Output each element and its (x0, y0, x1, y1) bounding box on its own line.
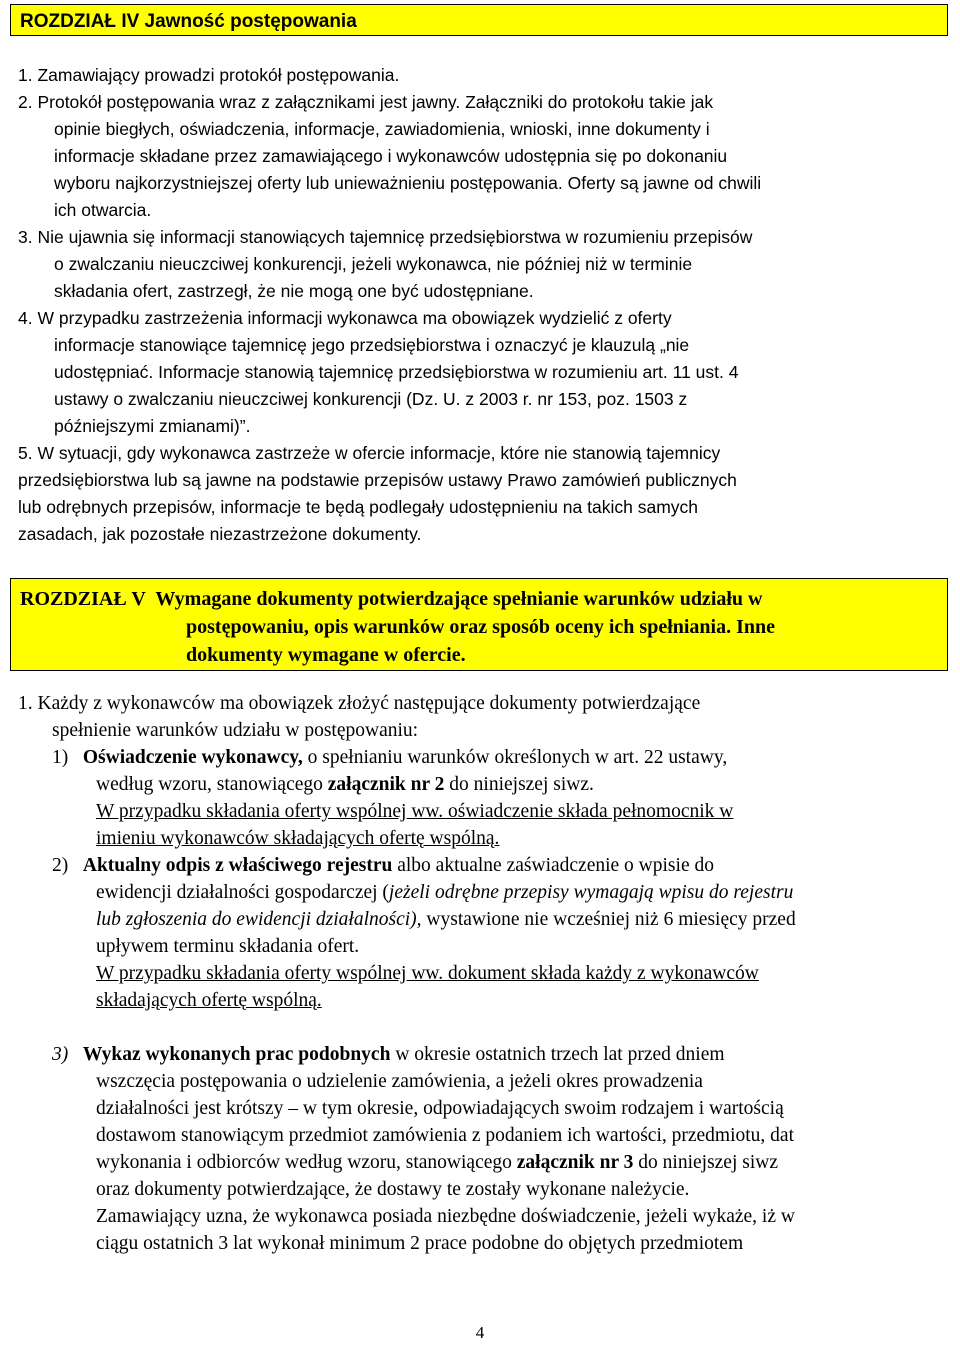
list-item-3 (18, 1041, 942, 1068)
text-line: przedsiębiorstwa lub są jawne na podstawie przepisów ustawy Prawo zamówień publicznych (18, 470, 737, 490)
text-run: wykonania i odbiorców według wzoru, stanowiącego (96, 1152, 517, 1173)
text-line: działalności jest krótszy – w tym okresie, odpowiadających swoim rodzajem i wartością (96, 1098, 784, 1119)
underlined-text: składających ofertę wspólną. (96, 990, 322, 1011)
text-line: opinie biegłych, oświadczenia, informacje, zawiadomienia, wnioski, inne dokumenty i (54, 119, 710, 139)
text-line-content: 2. Protokół postępowania wraz z załącznikami jest jawny. Załączniki do protokołu takie jak (18, 92, 714, 112)
chapter-5-title-prefix: ROZDZIAŁ V (20, 588, 146, 610)
text-run: do niniejszej siwz (633, 1152, 778, 1173)
text-line (18, 89, 942, 116)
text-line: 1. Każdy z wykonawców ma obowiązek złożyć następujące dokumenty potwierdzające (18, 693, 701, 714)
text-line: późniejszymi zmianami)”. (54, 416, 251, 436)
attachment-ref: załącznik nr 3 (516, 1152, 634, 1173)
list-item-number: 1) (52, 747, 69, 768)
text-line: lub odrębnych przepisów, informacje te będą podlegały udostępnieniu na takich samych (18, 497, 699, 517)
underlined-text: imieniu wykonawców składających ofertę wspólną. (96, 828, 500, 849)
text-line (18, 771, 942, 798)
page-number: 4 (475, 1323, 485, 1342)
underlined-text: W przypadku składania oferty wspólnej ww. oświadczenie składa pełnomocnik w (96, 801, 734, 822)
text-line (18, 906, 942, 933)
chapter-5-title-line2: postępowaniu, opis warunków oraz sposób oceny ich spełniania. Inne (186, 616, 776, 638)
chapter-5-heading-line (20, 641, 938, 669)
text-line: 3. Nie ujawnia się informacji stanowiących tajemnicę przedsiębiorstwa w rozumieniu przepisów (18, 227, 753, 247)
text-line: ciągu ostatnich 3 lat wykonał minimum 2 prace podobne do objętych przedmiotem (96, 1233, 744, 1254)
list-item-bold: Aktualny odpis z właściwego rejestru (82, 855, 393, 876)
text-line: spełnienie warunków udziału w postępowaniu: (52, 720, 419, 741)
list-item-number: 3) (52, 1044, 69, 1065)
chapter-5-body (18, 690, 942, 1257)
list-item-2 (18, 852, 942, 879)
chapter-5-title-line3: dokumenty wymagane w ofercie. (186, 644, 466, 666)
text-line (18, 798, 942, 825)
text-line: o zwalczaniu nieuczciwej konkurencji, jeżeli wykonawca, nie później niż w terminie (54, 254, 693, 274)
list-item-1 (18, 744, 942, 771)
text-line: wyboru najkorzystniejszej oferty lub unieważnieniu postępowania. Oferty są jawne od chwili (54, 173, 762, 193)
chapter-5-title-line1: Wymagane dokumenty potwierdzające spełnianie warunków udziału w (155, 588, 763, 610)
italic-text: lub zgłoszenia do ewidencji działalności), (96, 909, 422, 930)
underlined-text: W przypadku składania oferty wspólnej ww. dokument składa każdy z wykonawców (96, 963, 759, 984)
text-line: dostawom stanowiącym przedmiot zamówienia z podaniem ich wartości, przedmiotu, dat (96, 1125, 795, 1146)
chapter-5-heading-line (20, 585, 938, 613)
text-line: wszczęcia postępowania o udzielenie zamówienia, a jeżeli okres prowadzenia (96, 1071, 703, 1092)
list-item-text: w okresie ostatnich trzech lat przed dniem (390, 1044, 725, 1065)
text-line: Zamawiający uzna, że wykonawca posiada niezbędne doświadczenie, jeżeli wykaże, iż w (96, 1206, 795, 1227)
text-line: informacje stanowiące tajemnicę jego przedsiębiorstwa i oznaczyć je klauzulą „nie (54, 335, 690, 355)
list-item-bold: Oświadczenie wykonawcy, (82, 747, 303, 768)
text-line: ich otwarcia. (54, 200, 152, 220)
text-line (18, 879, 942, 906)
text-run: według wzoru, stanowiącego (96, 774, 328, 795)
list-item-text: albo aktualne zaświadczenie o wpisie do (392, 855, 714, 876)
chapter-4-heading (10, 4, 948, 36)
chapter-5-heading (10, 578, 948, 671)
text-line: składania ofert, zastrzegł, że nie mogą one być udostępniane. (54, 281, 534, 301)
blank-line (18, 1014, 942, 1041)
list-item-bold: Wykaz wykonanych prac podobnych (82, 1044, 391, 1065)
text-run: wystawione nie wcześniej niż 6 miesięcy przed (421, 909, 796, 930)
attachment-ref: załącznik nr 2 (327, 774, 445, 795)
text-line: 1. Zamawiający prowadzi protokół postępowania. (18, 65, 400, 85)
text-line: ustawy o zwalczaniu nieuczciwej konkurencji (Dz. U. z 2003 r. nr 153, poz. 1503 z (54, 389, 688, 409)
text-run: ewidencji działalności gospodarczej ( (96, 882, 389, 903)
list-item-text: o spełnianiu warunków określonych w art. 22 ustawy, (302, 747, 728, 768)
italic-text: jeżeli odrębne przepisy wymagają wpisu do rejestru (388, 882, 794, 903)
chapter-4-title: ROZDZIAŁ IV Jawność postępowania (20, 11, 357, 32)
text-line: udostępniać. Informacje stanowią tajemnicę przedsiębiorstwa w rozumieniu art. 11 ust. 4 (54, 362, 739, 382)
chapter-4-body (18, 62, 942, 548)
text-run: do niniejszej siwz. (444, 774, 594, 795)
text-line: oraz dokumenty potwierdzające, że dostawy te zostały wykonane należycie. (96, 1179, 690, 1200)
text-line: informacje składane przez zamawiającego i wykonawców udostępnia się po dokonaniu (54, 146, 728, 166)
text-line (18, 960, 942, 987)
text-line: 5. W sytuacji, gdy wykonawca zastrzeże w ofercie informacje, które nie stanowią tajemnicy (18, 443, 721, 463)
text-line: 4. W przypadku zastrzeżenia informacji wykonawca ma obowiązek wydzielić z oferty (18, 308, 672, 328)
text-line: upływem terminu składania ofert. (96, 936, 360, 957)
list-item-number: 2) (52, 855, 69, 876)
chapter-5-heading-line (20, 613, 938, 641)
text-line (18, 825, 942, 852)
text-line: zasadach, jak pozostałe niezastrzeżone dokumenty. (18, 524, 422, 544)
text-line (18, 1149, 942, 1176)
text-line (18, 987, 942, 1014)
